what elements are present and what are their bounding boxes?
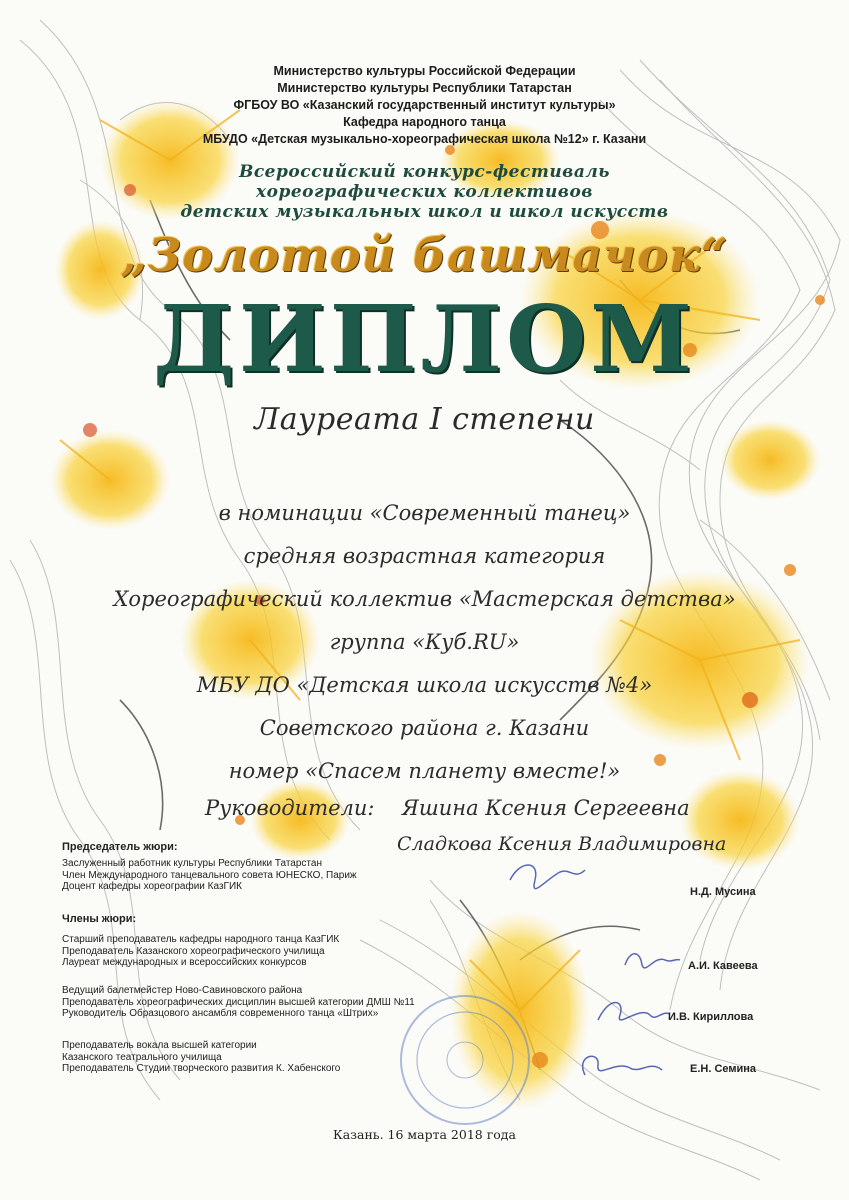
jury-member-credential: Преподаватель Студии творческого развития К. Хабенского xyxy=(62,1063,341,1074)
award-details xyxy=(0,492,849,793)
detail-district: Советского района г. Казани xyxy=(259,716,590,740)
jury-member-name: И.В. Кириллова xyxy=(668,1011,754,1023)
organizer-line: МБУДО «Детская музыкально-хореографическая школа №12» г. Казани xyxy=(202,132,647,146)
leader-name: Яшина Ксения Сергеевна xyxy=(401,796,690,820)
jury-member-block xyxy=(62,1040,340,1075)
detail-performance: номер «Спасем планету вместе!» xyxy=(228,759,621,783)
competition-title xyxy=(0,162,849,222)
organizer-line: ФГБОУ ВО «Казанский государственный институт культуры» xyxy=(233,98,616,112)
jury-chair-name: Н.Д. Мусина xyxy=(690,886,756,898)
leaders-block xyxy=(205,787,765,855)
organizer-line: Министерство культуры Республики Татарстан xyxy=(277,81,572,95)
place-and-date: Казань. 16 марта 2018 года xyxy=(333,1127,516,1142)
jury-chair-heading: Председатель жюри: xyxy=(62,841,178,853)
leader-name: Сладкова Ксения Владимировна xyxy=(397,833,727,855)
jury-members-heading-block xyxy=(62,912,136,930)
jury-member-block xyxy=(62,985,415,1020)
competition-line: детских музыкальных школ и школ искусств xyxy=(180,202,669,222)
festival-name: „Золотой башмачок“ xyxy=(120,228,729,282)
jury-member-credential: Руководитель Образцового ансамбля современного танца «Штрих» xyxy=(62,1008,379,1019)
jury-member-block xyxy=(62,934,339,969)
leaders-label: Руководители: xyxy=(205,796,375,820)
detail-collective: Хореографический коллектив «Мастерская детства» xyxy=(113,587,736,611)
jury-member-credential: Преподаватель вокала высшей категории xyxy=(62,1040,257,1051)
detail-group: группа «Куб.RU» xyxy=(329,630,520,654)
jury-member-credential: Лауреат международных и всероссийских конкурсов xyxy=(62,957,307,968)
jury-member-name: Е.Н. Семина xyxy=(690,1063,757,1075)
jury-member-credential: Преподаватель хореографических дисциплин высшей категории ДМШ №11 xyxy=(62,996,415,1008)
competition-line: хореографических коллективов xyxy=(256,182,593,202)
jury-member-credential: Казанского театрального училища xyxy=(62,1051,222,1063)
detail-school: МБУ ДО «Детская школа искусств №4» xyxy=(196,673,653,697)
jury-chair-block xyxy=(62,840,357,893)
detail-age-category: средняя возрастная категория xyxy=(243,544,606,568)
jury-member-credential: Преподаватель Казанского хореографического училища xyxy=(62,945,325,957)
organizer-line: Министерство культуры Российской Федерации xyxy=(273,64,576,78)
jury-chair-credential: Член Международного танцевального совета ЮНЕСКО, Париж xyxy=(62,869,357,881)
jury-member-name: А.И. Кавеева xyxy=(688,960,758,972)
jury-chair-credential: Заслуженный работник культуры Республики Татарстан xyxy=(62,858,322,869)
jury-members-heading: Члены жюри: xyxy=(62,913,137,925)
document-type-heading: ДИПЛОМ xyxy=(153,285,696,393)
organizer-line: Кафедра народного танца xyxy=(343,115,506,129)
award-level: Лауреата I степени xyxy=(254,402,595,437)
organizers-block xyxy=(0,63,849,148)
jury-member-credential: Старший преподаватель кафедры народного танца КазГИК xyxy=(62,934,340,945)
jury-member-credential: Ведущий балетмейстер Ново-Савиновского района xyxy=(62,985,303,996)
detail-nomination: в номинации «Современный танец» xyxy=(218,501,631,525)
jury-chair-credential: Доцент кафедры хореографии КазГИК xyxy=(62,881,242,892)
competition-line: Всероссийский конкурс-фестиваль xyxy=(238,162,611,182)
